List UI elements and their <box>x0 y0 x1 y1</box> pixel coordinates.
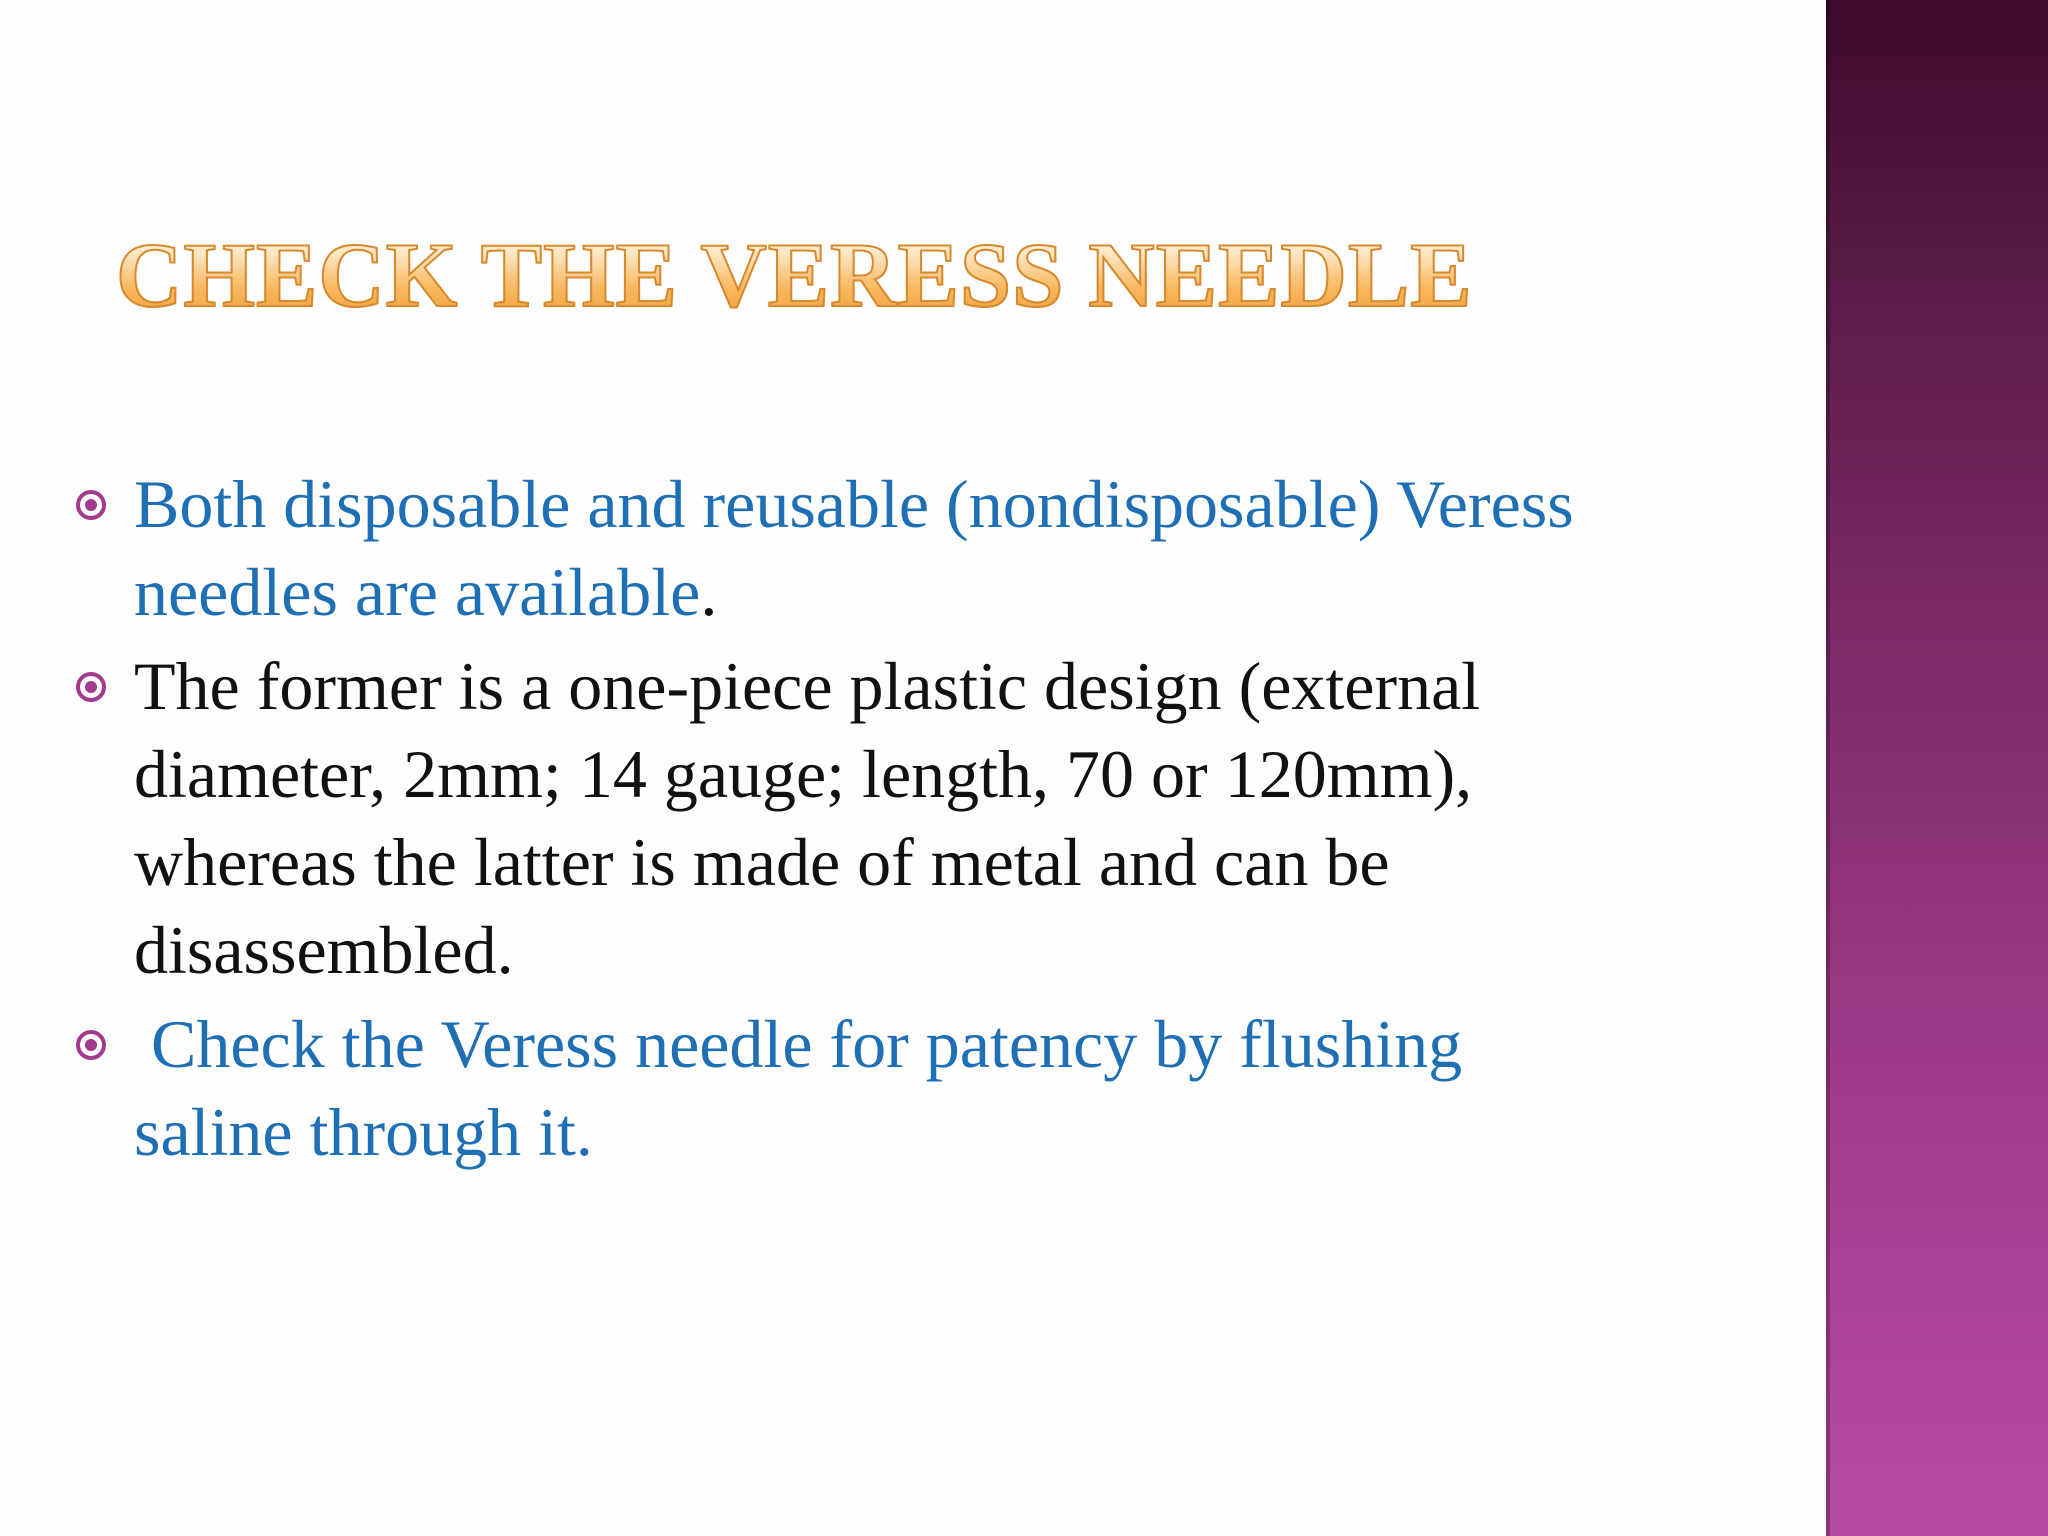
bullet-item-1 <box>72 460 1632 636</box>
bullet-text-3: Check the Veress needle for patency by flushing saline through it. <box>134 1006 1480 1170</box>
bullet-item-2 <box>72 642 1632 994</box>
bullet-text-1: Both disposable and reusable (nondisposable) Veress needles are available <box>134 466 1574 630</box>
decorative-side-bar <box>1826 0 2048 1536</box>
bullet-item-3 <box>72 1000 1632 1176</box>
bullet-text-2: The former is a one-piece plastic design (external diameter, 2mm; 14 gauge; length, 70 or 120mm), whereas the latter is made of metal and can be disassembled. <box>134 648 1481 988</box>
circled-dot-bullet-icon <box>76 1030 106 1060</box>
slide-title: CHECK THE VERESS NEEDLE <box>116 220 1473 330</box>
bullet-text-1-period: . <box>700 554 718 630</box>
side-bar-edge <box>1826 0 1830 1536</box>
circled-dot-bullet-icon <box>76 672 106 702</box>
circled-dot-bullet-icon <box>76 490 106 520</box>
bullet-list <box>72 460 1632 1182</box>
